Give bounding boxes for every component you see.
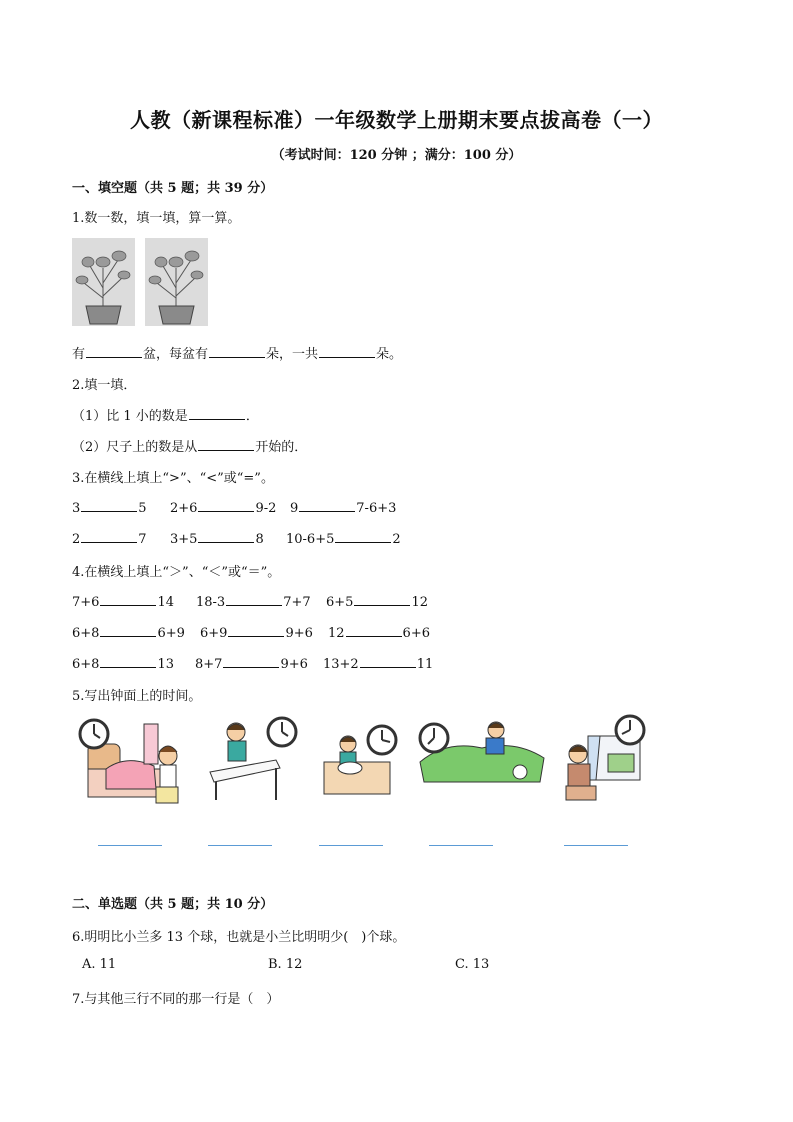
- q3-r1-right: 5: [138, 501, 147, 516]
- q3-r2-right: 7: [138, 532, 147, 547]
- q4-r3-left: 6+8: [72, 657, 100, 672]
- q4-r2-left-3: 12: [328, 626, 345, 641]
- question-6-option-a[interactable]: A. 11: [82, 957, 117, 972]
- q1-text-per-pot: 盆，每盆有: [143, 347, 209, 362]
- q4-r1-blank-1[interactable]: [100, 592, 156, 606]
- q2-sub1-blank[interactable]: [189, 406, 245, 420]
- q3-r2-left: 2: [72, 532, 81, 547]
- q4-r1-left: 7+6: [72, 595, 100, 610]
- q3-r1-blank-1[interactable]: [81, 498, 137, 512]
- q4-r3-blank-1[interactable]: [100, 654, 156, 668]
- section-heading-single-choice: 二、单选题（共 5 题；共 10 分）: [72, 897, 274, 912]
- q1-blank-pots[interactable]: [86, 344, 142, 358]
- q3-r2-blank-1[interactable]: [81, 529, 137, 543]
- q3-r2-blank-3[interactable]: [335, 529, 391, 543]
- question-1-answer-line: [72, 343, 402, 362]
- q4-r1-blank-2[interactable]: [226, 592, 282, 606]
- q3-r2-right-2: 8: [255, 532, 264, 547]
- q1-text-end: 朵。: [376, 347, 403, 362]
- q2-sub2-blank[interactable]: [198, 437, 254, 451]
- q3-r1-blank-3[interactable]: [299, 498, 355, 512]
- q5-answer-line-5[interactable]: [564, 845, 628, 846]
- page-title: 人教（新课程标准）一年级数学上册期末要点拔高卷（一）: [130, 108, 663, 132]
- q5-answer-line-1[interactable]: [98, 845, 162, 846]
- flower-pot-image-1: [72, 238, 135, 326]
- q4-r1-right: 14: [157, 595, 174, 610]
- q2-sub2-text: （2）尺子上的数是从: [72, 440, 198, 455]
- question-4-row-1: [72, 592, 428, 610]
- q5-answer-line-2[interactable]: [208, 845, 272, 846]
- q4-r1-left-3: 6+5: [326, 595, 354, 610]
- section-heading-fill-in: 一、填空题（共 5 题；共 39 分）: [72, 181, 274, 196]
- q3-r1-right-3: 7-6+3: [356, 501, 397, 516]
- question-3-row-1: [72, 498, 396, 516]
- question-4-row-3: [72, 654, 433, 672]
- question-5-prompt: 5.写出钟面上的时间。: [72, 689, 202, 704]
- q4-r2-right-3: 6+6: [402, 626, 430, 641]
- q3-r1-right-2: 9-2: [255, 501, 277, 516]
- q3-r2-left-3: 10-6+5: [286, 532, 335, 547]
- q4-r2-left: 6+8: [72, 626, 100, 641]
- q3-r1-blank-2[interactable]: [198, 498, 254, 512]
- question-2-sub-2: [72, 436, 307, 455]
- clock-scene-eating: [320, 724, 404, 798]
- question-4-prompt: 4.在横线上填上“＞”、“＜”或“＝”。: [72, 565, 281, 580]
- q4-r3-right: 13: [157, 657, 174, 672]
- clock-scene-homework: [206, 716, 302, 802]
- question-6-option-b[interactable]: B. 12: [268, 957, 303, 972]
- q4-r1-right-3: 12: [411, 595, 428, 610]
- q4-r1-blank-3[interactable]: [354, 592, 410, 606]
- question-2-prompt: 2.填一填．: [72, 378, 137, 393]
- q4-r2-left-2: 6+9: [200, 626, 228, 641]
- q3-r2-right-3: 2: [392, 532, 401, 547]
- q3-r2-left-2: 3+5: [170, 532, 198, 547]
- question-4-row-2: [72, 623, 430, 641]
- q4-r1-left-2: 18-3: [196, 595, 226, 610]
- q4-r3-right-3: 11: [416, 657, 434, 672]
- question-7-prompt: 7.与其他三行不同的那一行是（ ）: [72, 992, 280, 1007]
- clock-scene-playing: [416, 718, 548, 786]
- q4-r1-right-2: 7+7: [283, 595, 311, 610]
- q1-text-you: 有: [72, 347, 86, 362]
- q4-r3-blank-2[interactable]: [223, 654, 279, 668]
- q4-r3-left-3: 13+2: [323, 657, 359, 672]
- q2-sub2-end: 开始的．: [255, 440, 308, 455]
- q3-r1-left-2: 2+6: [170, 501, 198, 516]
- q4-r2-blank-1[interactable]: [100, 623, 156, 637]
- clock-scene-window: [560, 714, 650, 802]
- q3-r1-left-3: 9: [290, 501, 299, 516]
- q4-r3-left-2: 8+7: [195, 657, 223, 672]
- q5-answer-line-4[interactable]: [429, 845, 493, 846]
- question-1-prompt: 1.数一数，填一填，算一算。: [72, 211, 241, 226]
- exam-info: （考试时间：120 分钟 ；满分：100 分）: [271, 148, 522, 163]
- q5-answer-line-3[interactable]: [319, 845, 383, 846]
- q2-sub1-end: ．: [245, 409, 259, 424]
- question-3-prompt: 3.在横线上填上“>”、“<”或“=”。: [72, 471, 274, 486]
- question-2-sub-1: [72, 405, 259, 424]
- flower-pot-image-2: [145, 238, 208, 326]
- q4-r3-right-2: 9+6: [280, 657, 308, 672]
- q4-r3-blank-3[interactable]: [360, 654, 416, 668]
- q4-r2-blank-3[interactable]: [346, 623, 402, 637]
- question-3-row-2: [72, 529, 401, 547]
- q1-text-total: 朵，一共: [266, 347, 319, 362]
- q1-blank-per-pot[interactable]: [209, 344, 265, 358]
- q1-blank-total[interactable]: [319, 344, 375, 358]
- q3-r2-blank-2[interactable]: [198, 529, 254, 543]
- question-6-prompt: 6.明明比小兰多 13 个球，也就是小兰比明明少( )个球。: [72, 930, 406, 945]
- q3-r1-left: 3: [72, 501, 81, 516]
- q2-sub1-text: （1）比 1 小的数是: [72, 409, 188, 424]
- q4-r2-right-2: 9+6: [285, 626, 313, 641]
- question-6-option-c[interactable]: C. 13: [455, 957, 490, 972]
- clock-scene-wake-up: [76, 714, 194, 810]
- q4-r2-right: 6+9: [157, 626, 185, 641]
- q4-r2-blank-2[interactable]: [228, 623, 284, 637]
